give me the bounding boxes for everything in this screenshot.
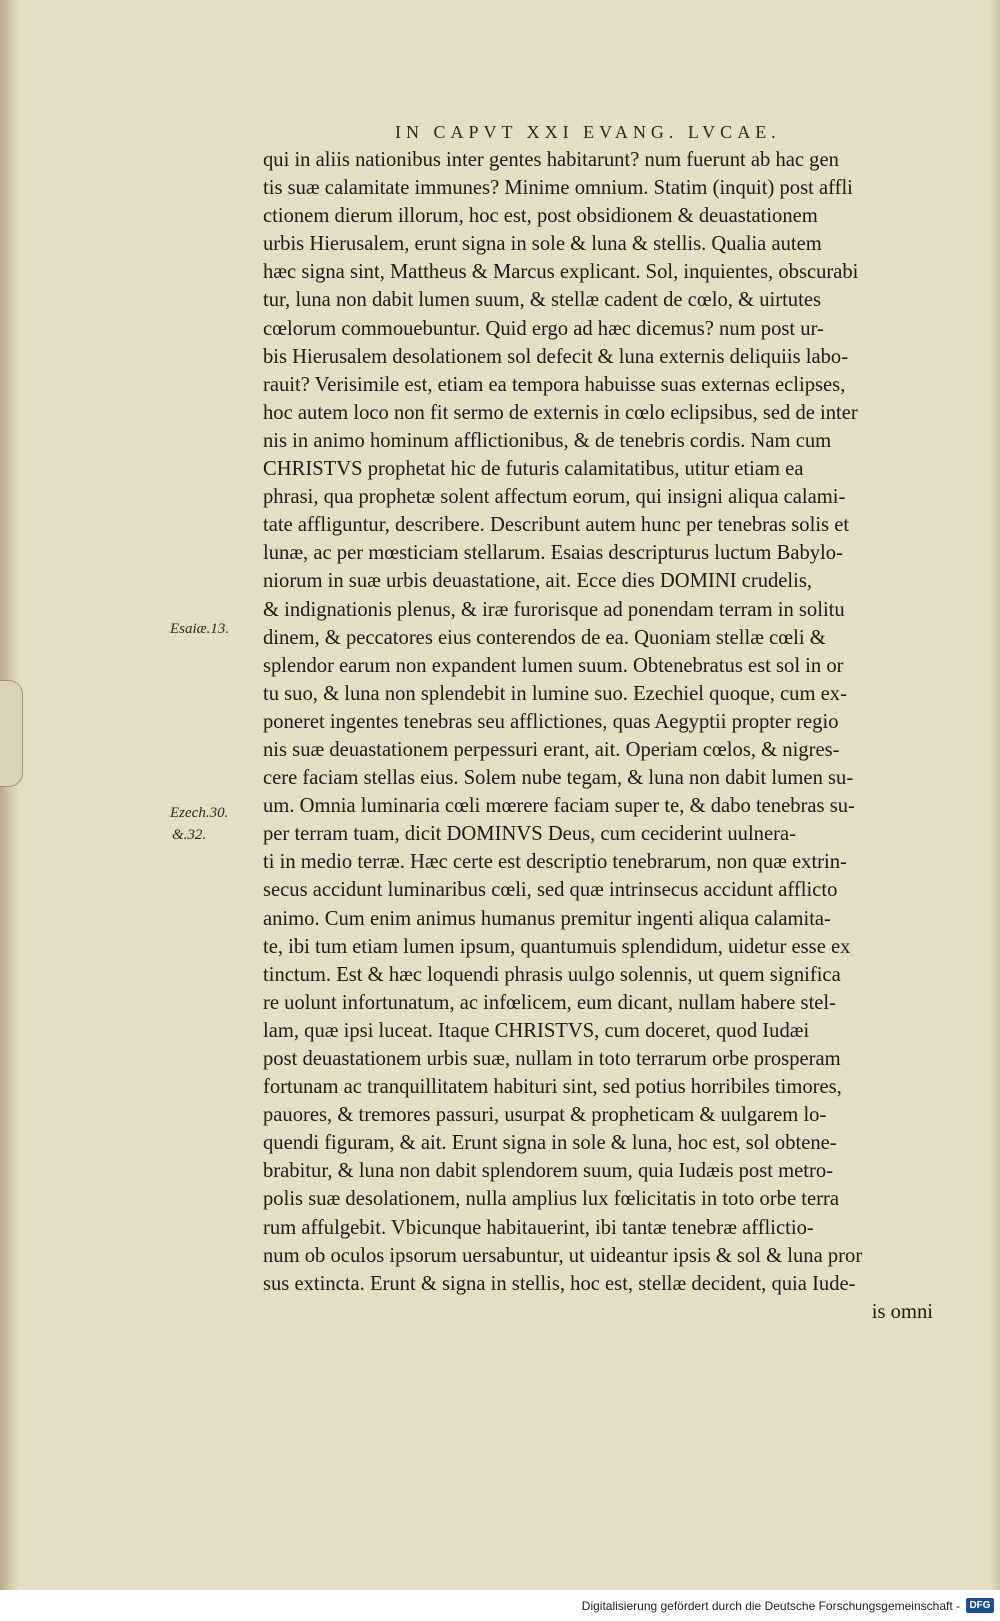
text-line: lunæ, ac per mœsticiam stellarum. Esaias descripturus luctum Babylo- — [263, 542, 843, 565]
text-line: niorum in suæ urbis deuastatione, ait. Ecce dies DOMINI crudelis, — [263, 570, 813, 593]
text-line: post deuastationem urbis suæ, nullam in toto terrarum orbe prosperam — [263, 1048, 841, 1070]
text-line: urbis Hierusalem, erunt signa in sole & luna & stellis. Qualia autem — [263, 233, 822, 256]
text-line: polis suæ desolationem, nulla amplius lux fœlicitatis in toto orbe terra — [263, 1188, 839, 1211]
margin-note-esaiae: Esaiæ.13. — [170, 621, 230, 637]
text-line: nis suæ deuastationem perpessuri erant, ait. Operiam cœlos, & nigres- — [263, 738, 840, 761]
text-line: sus extincta. Erunt & signa in stellis, hoc est, stellæ decident, quia Iude- — [263, 1272, 856, 1295]
text-line: rum affulgebit. Vbicunque habitauerint, ibi tantæ tenebræ afflictio- — [263, 1216, 814, 1239]
text-line: hæc signa sint, Mattheus & Marcus explicant. Sol, inquientes, obscurabi — [263, 261, 859, 284]
margin-note-ezech: Ezech.30. — [170, 805, 229, 821]
text-line: pauores, & tremores passuri, usurpat & propheticam & uulgarem lo- — [263, 1104, 827, 1127]
text-line: is omni — [871, 1300, 933, 1323]
text-line: bis Hierusalem desolationem sol defecit & luna externis deliquiis labo- — [263, 345, 849, 368]
text-line: phrasi, qua prophetæ solent affectum eorum, qui insigni aliqua calami- — [263, 486, 846, 509]
text-line: secus accidunt luminaribus cœli, sed quæ intrinsecus accidunt afflicto — [263, 879, 838, 902]
page-right-edge — [990, 0, 1000, 1590]
text-line: ti in medio terræ. Hæc certe est descriptio tenebrarum, non quæ extrin- — [263, 851, 847, 874]
text-line: nis in animo hominum afflictionibus, & de tenebris cordis. Nam cum — [263, 429, 832, 452]
dfg-logo: DFG — [966, 1598, 994, 1613]
text-line: num ob oculos ipsorum uersabuntur, ut uideantur ipsis & sol & luna pror — [263, 1244, 863, 1267]
text-line: tinctum. Est & hæc loquendi phrasis uulgo solennis, ut quem significa — [263, 963, 841, 986]
text-line: qui in aliis nationibus inter gentes habitarunt? num fuerunt ab hac gen — [263, 149, 839, 171]
text-line: tate affliguntur, describere. Describunt autem hunc per tenebras solis et — [263, 514, 850, 537]
page-tab-marker — [0, 680, 23, 787]
text-line: tur, luna non dabit lumen suum, & stellæ cadent de cœlo, & uirtutes — [263, 289, 821, 312]
text-line: lam, quæ ipsi luceat. Itaque CHRISTVS, cum doceret, quod Iudæi — [263, 1019, 810, 1042]
text-line: rauit? Verisimile est, etiam ea tempora habuisse suas externas eclipses, — [263, 373, 846, 396]
page-gutter-edge — [0, 0, 20, 1590]
text-line: re uolunt infortunatum, ac infœlicem, eum dicant, nullam habere stel- — [263, 991, 837, 1014]
text-line: splendor earum non expandent lumen suum. Obtenebratus est sol in or — [263, 654, 844, 677]
running-header: IN CAPVT XXI EVANG. LVCAE. — [395, 122, 781, 142]
text-line: animo. Cum enim animus humanus premitur ingenti aliqua calamita- — [263, 907, 831, 930]
digitization-footer — [0, 1590, 1000, 1621]
text-line: quendi figuram, & ait. Erunt signa in sole & luna, hoc est, sol obtene- — [263, 1132, 837, 1155]
body-text — [263, 146, 943, 1326]
margin-note-ezech-cont: &.32. — [172, 827, 207, 843]
text-line: CHRISTVS prophetat hic de futuris calamitatibus, utitur etiam ea — [263, 458, 804, 481]
text-line: dinem, & peccatores eius conterendos de ea. Quoniam stellæ cœli & — [263, 626, 826, 649]
text-line: brabitur, & luna non dabit splendorem suum, quia Iudæis post metro- — [263, 1160, 833, 1183]
text-line: hoc autem loco non fit sermo de externis in cœlo eclipsibus, sed de inter — [263, 401, 858, 424]
text-line: te, ibi tum etiam lumen ipsum, quantumuis splendidum, uidetur esse ex — [263, 935, 851, 958]
text-line: ctionem dierum illorum, hoc est, post obsidionem & deuastationem — [263, 205, 818, 228]
text-line: cœlorum commouebuntur. Quid ergo ad hæc dicemus? num post ur- — [263, 317, 824, 340]
funding-credit: Digitalisierung gefördert durch die Deutsche Forschungsgemeinschaft - — [581, 1599, 960, 1613]
text-line: cere faciam stellas eius. Solem nube tegam, & luna non dabit lumen su- — [263, 767, 854, 790]
text-line: poneret ingentes tenebras seu afflictiones, quas Aegyptii propter regio — [263, 710, 839, 733]
text-line: tu suo, & luna non splendebit in lumine suo. Ezechiel quoque, cum ex- — [263, 682, 847, 705]
text-line: um. Omnia luminaria cœli mœrere faciam super te, & dabo tenebras su- — [263, 795, 855, 818]
text-line: & indignationis plenus, & iræ furorisque ad ponendam terram in solitu — [263, 598, 845, 621]
text-line: per terram tuam, dicit DOMINVS Deus, cum ceciderint uulnera- — [263, 823, 796, 846]
text-line: tis suæ calamitate immunes? Minime omnium. Statim (inquit) post affli — [263, 177, 853, 200]
text-line: fortunam ac tranquillitatem habituri sint, sed potius horribiles timores, — [263, 1076, 842, 1099]
